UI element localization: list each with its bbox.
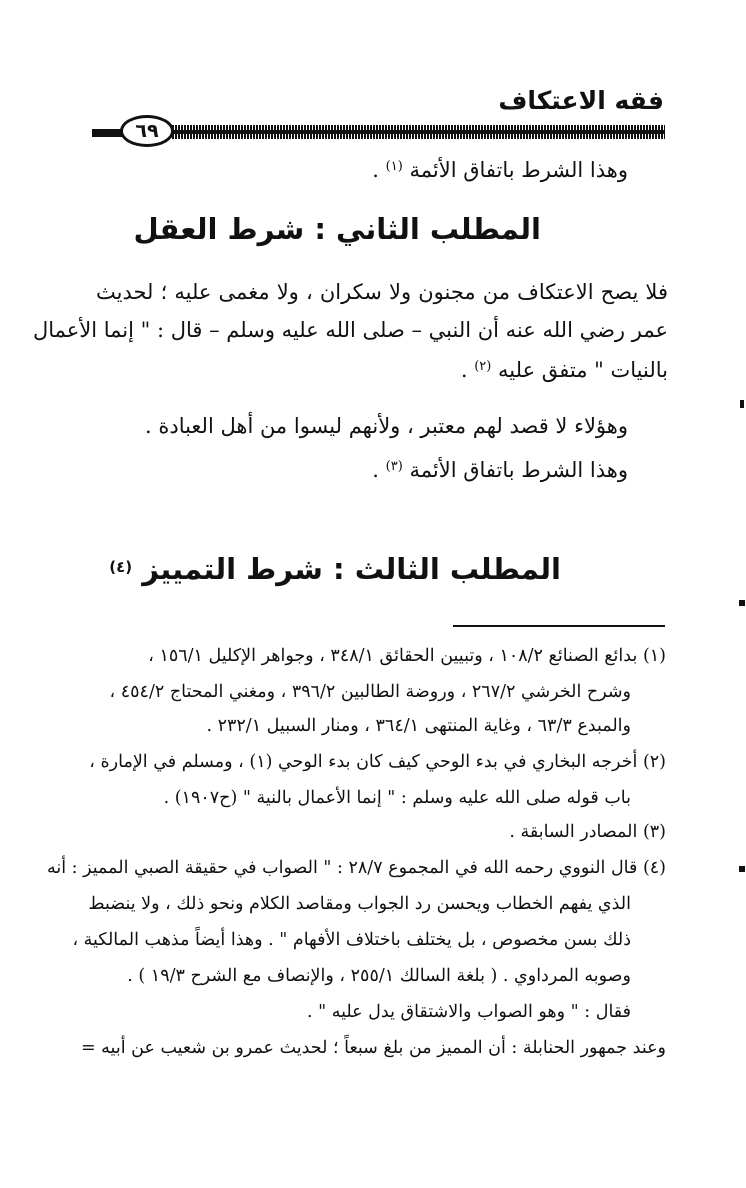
scan-mark [740,400,744,408]
footnote-text: بدائع الصنائع ١٠٨/٢ ، وتبيين الحقائق ٣٤٨/١ ، وجواهر الإكليل ١٥٦/١ ، [148,646,638,666]
footnote-label: (١) [642,646,666,666]
period: . [460,358,468,382]
header-rule [172,125,665,139]
header-rule-left [92,129,122,137]
paragraph-line [372,458,628,482]
footnote-3 [509,822,666,842]
page-number: ٦٩ [120,115,174,147]
heading-title: شرط التمييز [142,552,323,586]
paragraph-line: فلا يصح الاعتكاف من مجنون ولا سكران ، ولا مغمى عليه ؛ لحديث [96,280,668,304]
period: . [372,458,379,482]
heading-prefix: المطلب الثاني [336,212,541,246]
section-heading-2 [133,212,541,246]
scan-mark [739,866,745,872]
footnote-separator [453,625,665,627]
footnote-text: أخرجه البخاري في بدء الوحي كيف كان بدء الوحي (١) ، ومسلم في الإمارة ، [89,752,638,772]
footnote-label: (٣) [642,822,666,842]
heading-prefix: المطلب الثالث [354,552,561,586]
running-title: فقه الاعتكاف [498,86,664,115]
body-line-1 [372,158,628,182]
footnote-line: والمبدع ٦٣/٣ ، وغاية المنتهى ٣٦٤/١ ، ومنار السبيل ٢٣٢/١ . [206,716,631,736]
footnote-line: باب قوله صلى الله عليه وسلم : " إنما الأعمال بالنية " (ح١٩٠٧) . [163,788,631,808]
period: . [372,158,379,182]
footnote-2 [89,752,666,772]
heading-separator: : [314,212,326,246]
footnote-ref-1[interactable]: (١) [385,159,403,174]
footnote-line: وصوبه المرداوي . ( بلغة السالك ٢٥٥/١ ، والإنصاف مع الشرح ١٩/٣ ) . [127,966,631,986]
section-heading-3 [109,552,561,586]
heading-separator: : [332,552,345,586]
footnote-line: وشرح الخرشي ٢٦٧/٢ ، وروضة الطالبين ٣٩٦/٢ ، ومغني المحتاج ٤٥٤/٢ ، [109,682,631,702]
footnote-4 [47,858,666,878]
body-text: وهذا الشرط باتفاق الأئمة [409,458,628,482]
footnote-ref-2[interactable]: (٢) [474,359,492,374]
paragraph-line: عمر رضي الله عنه أن النبي – صلى الله عليه وسلم – قال : " إنما الأعمال [32,318,668,342]
footnote-ref-3[interactable]: (٣) [385,459,403,474]
footnote-ref-4[interactable]: (٤) [109,558,133,576]
body-text: بالنيات " متفق عليه [498,358,668,382]
footnote-text: قال النووي رحمه الله في المجموع ٢٨/٧ : " الصواب في حقيقة الصبي المميز : أنه [46,858,638,878]
body-text: وهذا الشرط باتفاق الأئمة [409,158,628,182]
footnote-line: ذلك بسن مخصوص ، بل يختلف باختلاف الأفهام " . وهذا أيضاً مذهب المالكية ، [72,930,631,950]
footnote-label: (٤) [642,858,666,878]
paragraph-line [461,358,668,382]
footnote-line: وعند جمهور الحنابلة : أن المميز من بلغ سبعاً ؛ لحديث عمرو بن شعيب عن أبيه = [80,1038,666,1058]
footnote-line: فقال : " وهو الصواب والاشتقاق يدل عليه " . [306,1002,631,1022]
paragraph-line: وهؤلاء لا قصد لهم معتبر ، ولأنهم ليسوا من أهل العبادة . [144,414,628,438]
footnote-1 [76,646,666,666]
heading-title: شرط العقل [133,212,305,246]
scan-mark [739,600,745,606]
footnote-text: المصادر السابقة . [509,822,638,842]
footnote-label: (٢) [642,752,666,772]
footnote-line: الذي يفهم الخطاب ويحسن رد الجواب ومقاصد الكلام ونحو ذلك ، ولا ينضبط [88,894,631,914]
